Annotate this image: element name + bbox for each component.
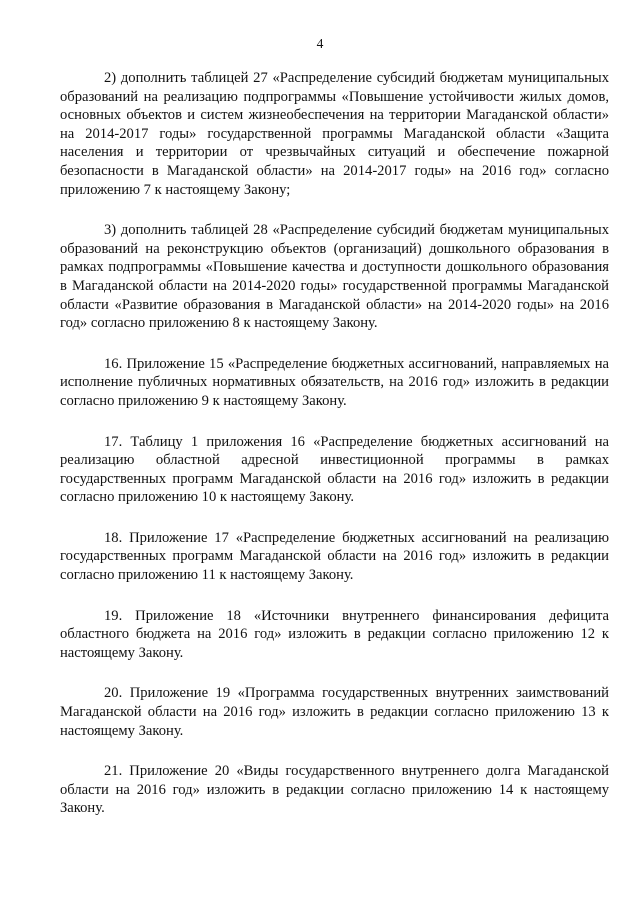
paragraph-section-17: 17. Таблицу 1 приложения 16 «Распределение бюджетных ассигнований на реализацию областной адресной инвестиционной программы в рамках государственных программ Магаданской области на 2016 год» изложить в редакции согласно приложению 10 к настоящему Закону. — [60, 433, 609, 506]
paragraph-section-18: 18. Приложение 17 «Распределение бюджетных ассигнований на реализацию государственных программ Магаданской области на 2016 год» изложить в редакции согласно приложению 11 к настоящему Закону. — [60, 529, 609, 584]
paragraph-section-16: 16. Приложение 15 «Распределение бюджетных ассигнований, направляемых на исполнение публичных нормативных обязательств, на 2016 год» изложить в редакции согласно приложению 9 к настоящему Закону. — [60, 355, 609, 409]
paragraph-section-20: 20. Приложение 19 «Программа государственных внутренних заимствований Магаданской области на 2016 год» изложить в редакции согласно приложению 13 к настоящему Закону. — [60, 685, 609, 739]
paragraph-section-19: 19. Приложение 18 «Источники внутреннего финансирования дефицита областного бюджета на 2016 год» изложить в редакции согласно приложению 12 к настоящему Закону. — [60, 607, 609, 661]
paragraph-item-2: 2) дополнить таблицей 27 «Распределение субсидий бюджетам муниципальных образований на реализацию подпрограммы «Повышение устойчивости жилых домов, основных объектов и систем жизнеобеспечения на территории Магаданской области» на 2014-2017 годы» государственной программы Магаданской области «Защита населения и территории от чрезвычайных ситуаций и обеспечение пожарной безопасности в Магаданской области» на 2014-2017 годы» на 2016 год» согласно приложению 7 к настоящему Закону; — [60, 70, 609, 198]
document-body — [60, 69, 609, 840]
paragraph-item-3: 3) дополнить таблицей 28 «Распределение субсидий бюджетам муниципальных образований на реконструкцию объектов (организаций) дошкольного образования в рамках подпрограммы «Повышение качества и доступности дошкольного образования в Магаданской области на 2014-2020 годы» государственной программы Магаданской области «Развитие образования в Магаданской области» на 2014-2020 годы» на 2016 год» согласно приложению 8 к настоящему Закону. — [60, 222, 609, 332]
paragraph-section-21: 21. Приложение 20 «Виды государственного внутреннего долга Магаданской области на 2016 год» изложить в редакции согласно приложению 14 к настоящему Закону. — [60, 763, 609, 817]
page-number: 4 — [316, 36, 324, 51]
